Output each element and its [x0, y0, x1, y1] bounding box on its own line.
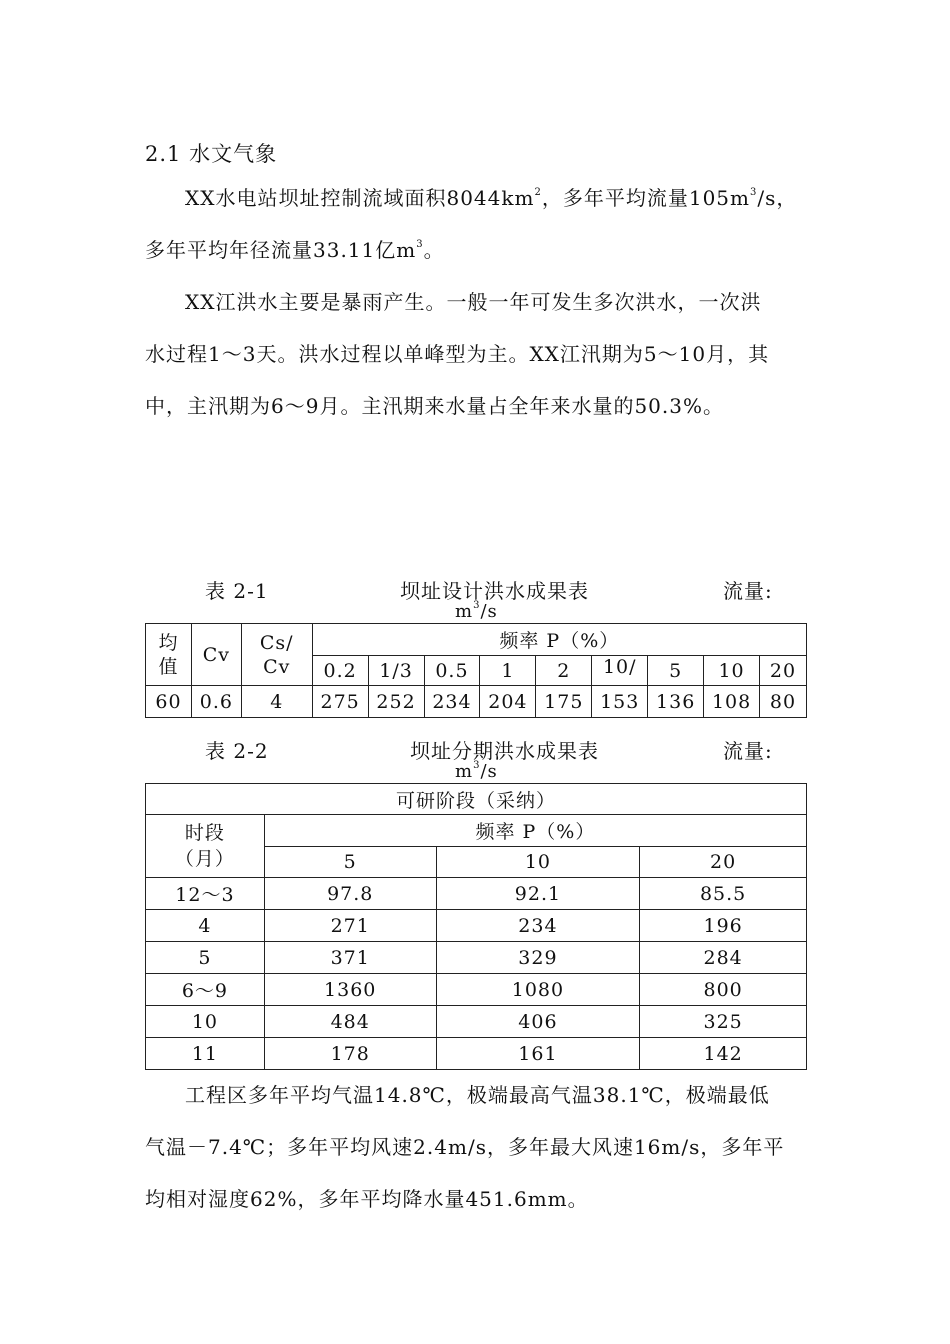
table2-unit-sup: 3 [473, 760, 481, 771]
table1-header-mean: 均 值 [146, 624, 192, 686]
table1-value-cell: 136 [648, 686, 704, 718]
table2-value-cell: 234 [436, 910, 640, 942]
table1-freq-cell: 10/ [592, 656, 648, 686]
table1-unit-m: m [455, 601, 474, 622]
table1-freq-cell: 1 [480, 656, 536, 686]
table2-value-cell: 329 [436, 942, 640, 974]
table2-label: 表 2-2 [205, 739, 269, 763]
table2-period-cell: 6～9 [146, 974, 265, 1006]
table2-header-stage: 可研阶段（采纳） [146, 784, 807, 815]
table2-unit-m: m [455, 761, 474, 782]
table1-cv-value: 0.6 [191, 686, 241, 718]
table-design-flood [145, 623, 807, 718]
table1-title: 坝址设计洪水成果表 [400, 579, 589, 603]
paragraph-basin [145, 172, 809, 276]
table2-period-cell: 11 [146, 1038, 265, 1070]
paragraph-climate [145, 1069, 809, 1225]
para1-sup-3: 3 [416, 239, 424, 251]
table1-header-cv: Cv [191, 624, 241, 686]
table2-period-cell: 10 [146, 1006, 265, 1038]
para1-text-c: /s， [757, 186, 798, 210]
para2-line-2: 水过程1～3天。洪水过程以单峰型为主。XX江汛期为5～10月，其 [145, 342, 770, 366]
table-row [146, 686, 807, 718]
table1-cscv-value: 4 [241, 686, 312, 718]
table-row [146, 910, 807, 942]
para1-sup-1: 2 [534, 187, 542, 199]
table1-value-cell: 175 [536, 686, 592, 718]
table1-freq-cell: 5 [648, 656, 704, 686]
table1-header-frequency: 频率 P（%） [312, 624, 806, 656]
table2-value-cell: 92.1 [436, 878, 640, 910]
table2-header-frequency: 频率 P（%） [264, 815, 806, 847]
table1-value-cell: 80 [760, 686, 807, 718]
table1-freq-cell: 1/3 [368, 656, 424, 686]
table1-mean-value: 60 [146, 686, 192, 718]
table2-value-cell: 284 [640, 942, 807, 974]
table1-unit-label: 流量: [723, 579, 773, 603]
table1-freq-cell: 2 [536, 656, 592, 686]
table1-value-cell: 252 [368, 686, 424, 718]
table1-value-cell: 108 [704, 686, 760, 718]
table2-value-cell: 1080 [436, 974, 640, 1006]
para3-line-3: 均相对湿度62%，多年平均降水量451.6mm。 [145, 1187, 589, 1211]
table1-label: 表 2-1 [205, 579, 269, 603]
table2-period-cell: 4 [146, 910, 265, 942]
para1-text-b: ，多年平均流量105m [541, 186, 750, 210]
table2-value-cell: 161 [436, 1038, 640, 1070]
table-seasonal-flood [145, 783, 807, 1070]
table2-header-period: 时段 （月） [146, 815, 265, 878]
table1-value-cell: 275 [312, 686, 368, 718]
table-row [146, 1006, 807, 1038]
table-row [146, 942, 807, 974]
table1-value-cell: 234 [424, 686, 480, 718]
table2-value-cell: 800 [640, 974, 807, 1006]
table-row [146, 878, 807, 910]
table-row [146, 974, 807, 1006]
table2-value-cell: 142 [640, 1038, 807, 1070]
table2-period-cell: 5 [146, 942, 265, 974]
table1-header-cscv: Cs/ Cv [241, 624, 312, 686]
table2-freq-cell: 10 [436, 847, 640, 878]
table2-freq-cell: 20 [640, 847, 807, 878]
table2-value-cell: 325 [640, 1006, 807, 1038]
para1-text-d: 多年平均年径流量33.11亿m [145, 238, 417, 262]
para2-line-3: 中，主汛期为6～9月。主汛期来水量占全年来水量的50.3%。 [145, 394, 724, 418]
table1-value-cell: 153 [592, 686, 648, 718]
table2-period-cell: 12～3 [146, 878, 265, 910]
table2-value-cell: 406 [436, 1006, 640, 1038]
table1-unit-s: /s [480, 601, 498, 622]
para2-line-1: XX江洪水主要是暴雨产生。一般一年可发生多次洪水，一次洪 [185, 290, 762, 314]
table2-value-cell: 1360 [264, 974, 436, 1006]
table1-freq-cell: 10 [704, 656, 760, 686]
table1-freq-cell: 0.2 [312, 656, 368, 686]
table2-unit [455, 761, 498, 782]
table2-unit-s: /s [480, 761, 498, 782]
section-heading: 2.1 水文气象 [145, 142, 278, 166]
table2-unit-label: 流量: [723, 739, 773, 763]
para1-text-e: 。 [423, 238, 445, 262]
table2-value-cell: 178 [264, 1038, 436, 1070]
table2-value-cell: 97.8 [264, 878, 436, 910]
paragraph-flood [145, 276, 809, 432]
table2-value-cell: 85.5 [640, 878, 807, 910]
table2-value-cell: 484 [264, 1006, 436, 1038]
table1-freq-cell: 0.5 [424, 656, 480, 686]
para1-sup-2: 3 [749, 187, 758, 199]
para1-text-a: XX水电站坝址控制流域面积8044km [185, 186, 535, 210]
table2-value-cell: 196 [640, 910, 807, 942]
table2-value-cell: 371 [264, 942, 436, 974]
table1-unit-sup: 3 [473, 600, 481, 611]
table2-title: 坝址分期洪水成果表 [410, 739, 599, 763]
table2-freq-cell: 5 [264, 847, 436, 878]
table-row [146, 1038, 807, 1070]
table1-freq-cell: 20 [760, 656, 807, 686]
para3-line-1: 工程区多年平均气温14.8℃，极端最高气温38.1℃，极端最低 [185, 1083, 770, 1107]
para3-line-2: 气温－7.4℃；多年平均风速2.4m/s，多年最大风速16m/s，多年平 [145, 1135, 785, 1159]
table2-value-cell: 271 [264, 910, 436, 942]
table1-value-cell: 204 [480, 686, 536, 718]
table1-unit [455, 601, 498, 622]
